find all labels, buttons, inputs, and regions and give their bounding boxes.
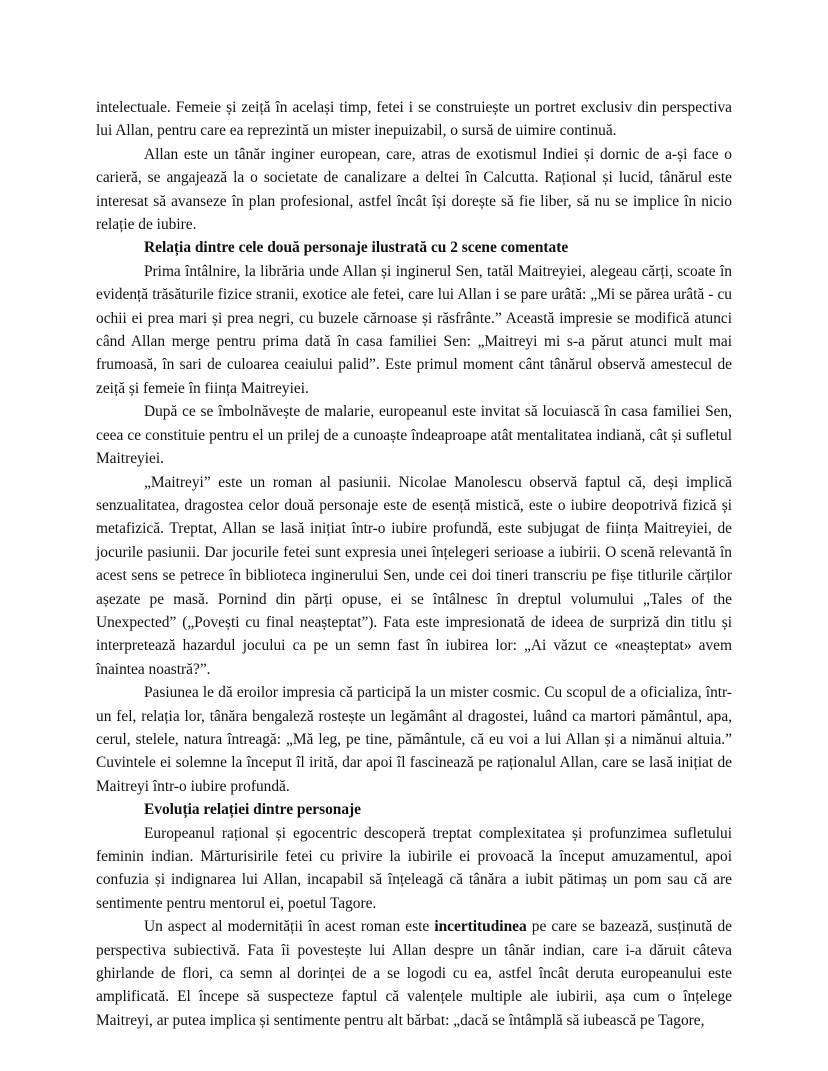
paragraph-modernity-uncertainty: [96, 915, 732, 1032]
paragraph-novel-of-passion: „Maitreyi” este un roman al pasiunii. Nicolae Manolescu observă faptul că, deși implică senzualitatea, dragostea celor două personaje este de esență mistică, este o iubire deopotrivă fizică și metafizică. Treptat, Allan se lasă inițiat într-o iubire profundă, este subjugat de ființa Maitreyiei, de jocurile pasiunii. Dar jocurile fetei sunt expresia unei înțelegeri serioase a iubirii. O scenă relevantă în acest sens se petrece în biblioteca inginerului Sen, unde cei doi tineri transcriu pe fișe titlurile cărților așezate pe masă. Pornind din părți opuse, ei se întâlnesc în dreptul volumului „Tales of the Unexpected” („Povești cu final neașteptat”). Fata este impresionată de ideea de surpriză din titlu și interpretează hazardul jocului ca pe un semn fast în iubirea lor: „Ai văzut ce «neașteptat» avem înaintea noastră?”.: [96, 473, 732, 678]
paragraph-first-meeting: Prima întâlnire, la librăria unde Allan și inginerul Sen, tatăl Maitreyiei, alegeau cărți, scoate în evidență trăsăturile fizice stranii, exotice ale fetei, care lui Allan i se pare urâtă: „Mi se părea urâtă - cu ochii ei prea mari și prea negri, cu buzele cărnoase și răsfrânte.” Această impresie se modifică atunci când Allan merge pentru prima dată în casa familiei Sen: „Maitreyi mi s-a părut atunci mult mai frumoasă, în sari de culoarea ceaiului palid”. Este primul moment cânt tânărul observă amestecul de zeiță și femeie în ființa Maitreyiei.: [96, 262, 732, 397]
paragraph-cosmic-mystery: Pasiunea le dă eroilor impresia că participă la un mister cosmic. Cu scopul de a oficializa, într-un fel, relația lor, tânăra bengaleză rostește un legământ al dragostei, luând ca martori pământul, apa, cerul, stelele, natura întreagă: „Mă leg, pe tine, pământule, că eu voi a lui Allan și a nimănui altuia.” Cuvintele ei solemne la început îl irită, dar apoi îl fascinează pe raționalul Allan, care se lasă inițiat de Maitreyi într-o iubire profundă.: [96, 684, 732, 795]
paragraph-allan-intro: Allan este un tânăr inginer european, care, atras de exotismul Indiei și dornic de a-și face o carieră, se angajează la o societate de canalizare a deltei în Calcutta. Rațional și lucid, tânărul este interesat să avanseze în plan profesional, astfel încât își dorește să fie liber, să nu se implice în nicio relație de iubire.: [96, 145, 732, 234]
emphasis-incertitudinea: incertitudinea: [434, 918, 527, 936]
text-segment: pe care se bazează, susținută de perspectiva subiectivă. Fata îi povestește lui Allan despre un tânăr indian, care i-a dăruit câteva ghirlande de flori, ca semn al dorinței de a se logodi cu ea, astfel încât deruta europeanului este amplificată. El începe să suspecteze faptul că valențele multiple ale iubirii, așa cum o înțelege Maitreyi, ar putea implica și sentimente pentru alt bărbat: „dacă se întâmplă să iubească pe Tagore,: [96, 918, 732, 1029]
section-heading-relationship-scenes: Relația dintre cele două personaje ilustrată cu 2 scene comentate: [144, 239, 569, 257]
text-segment: Un aspect al modernității în acest roman este: [144, 918, 435, 936]
paragraph-rational-european: Europeanul rațional și egocentric descoperă treptat complexitatea și profunzimea sufletului feminin indian. Mărturisirile fetei cu privire la iubirile ei provoacă la început amuzamentul, apoi confuzia și indignarea lui Allan, incapabil să înțeleagă că tânăra a iubit pătimaș un pom sau că are sentimente pentru mentorul ei, poetul Tagore.: [96, 824, 732, 912]
section-heading-relationship-evolution: Evoluția relației dintre personaje: [144, 801, 362, 819]
paragraph-intellectual-portrait: intelectuale. Femeie și zeiță în același timp, fetei i se construiește un portret exclusiv din perspectiva lui Allan, pentru care ea reprezintă un mister inepuizabil, o sursă de uimire continuă.: [96, 99, 732, 140]
paragraph-malaria: După ce se îmbolnăvește de malarie, europeanul este invitat să locuiască în casa familiei Sen, ceea ce constituie pentru el un prilej de a cunoaște îndeaproape atât mentalitatea indiană, cât și sufletul Maitreyiei.: [96, 403, 732, 468]
